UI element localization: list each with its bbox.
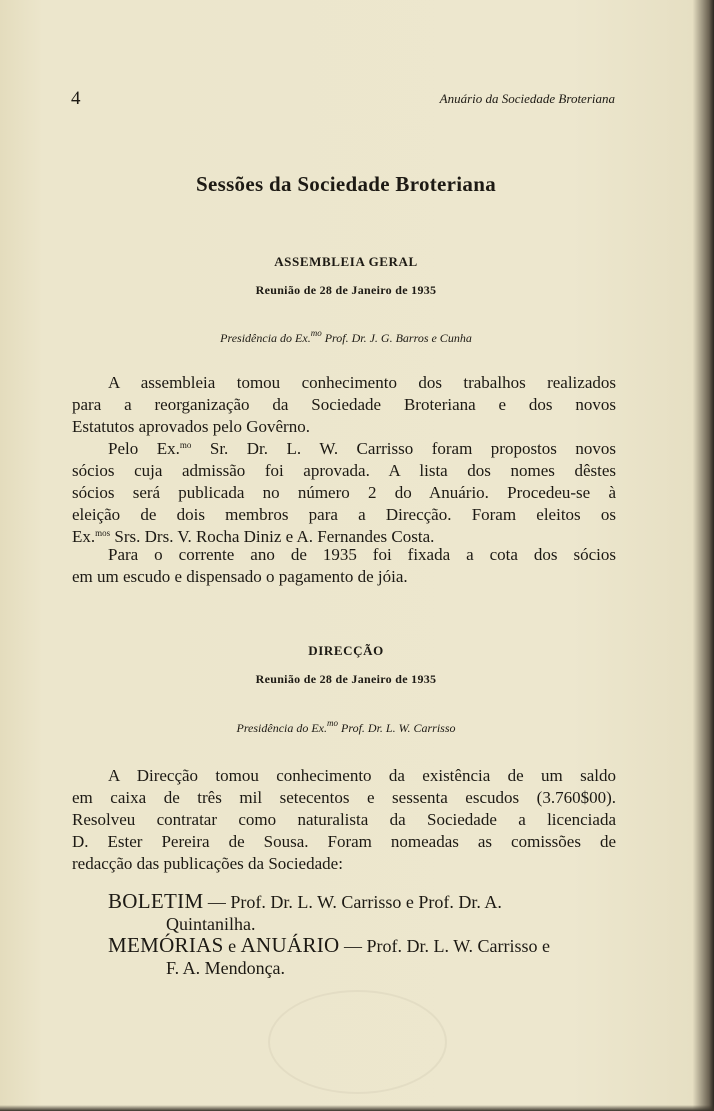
commission-name: MEMÓRIAS [108,933,224,957]
text-line: redacção das publicações da Sociedade: [72,854,343,873]
commission-line: MEMÓRIAS e ANUÁRIO — Prof. Dr. L. W. Carrisso e [108,933,551,957]
commission-name: ANUÁRIO [240,933,340,957]
commission-memorias-anuario [108,934,618,979]
presidency-direccao: Presidência do Ex.$^{mo}$ Prof. Dr. L. W. Carrisso [236,718,456,735]
text-line: Pelo Ex.$^{mo}$ Sr. Dr. L. W. Carrisso foram propostos novos [108,439,617,458]
section-heading-direccao: DIRECÇÃO [308,643,384,658]
text-line: Para o corrente ano de 1935 foi fixada a cota dos sócios [108,545,616,564]
meeting-date-assembleia: Reunião de 28 de Janeiro de 1935 [255,283,437,297]
page-edge [0,1105,714,1111]
paragraph-assembleia-2 [72,438,616,548]
text-line: para a reorganização da Sociedade Broteriana e dos novos [72,395,616,414]
presidency-assembleia: Presidência do Ex.$^{mo}$ Prof. Dr. J. G. Barros e Cunha [220,328,472,345]
commission-members-cont: F. A. Mendonça. [166,958,286,978]
commission-line: BOLETIM — Prof. Dr. L. W. Carrisso e Prof. Dr. A. [108,889,502,913]
text-line: eleição de dois membros para a Direcção. Foram eleitos os [72,505,616,524]
page-title: Sessões da Sociedade Broteriana [196,172,496,196]
text-line: em caixa de três mil setecentos e sessenta escudos (3.760$00). [72,788,616,807]
text-line: Ex.$^{mos}$ Srs. Drs. V. Rocha Diniz e A. Fernandes Costa. [72,527,435,546]
meeting-date-direccao: Reunião de 28 de Janeiro de 1935 [255,672,437,686]
commission-name: BOLETIM [108,889,204,913]
text-line: em um escudo e dispensado o pagamento de jóia. [72,567,408,586]
commission-boletim [108,890,618,935]
text-line: Estatutos aprovados pelo Govêrno. [72,417,310,436]
text-line: sócios cuja admissão foi aprovada. A lista dos nomes dêstes [72,461,616,480]
text-line: A Direcção tomou conhecimento da existência de um saldo [108,766,616,785]
text-line: sócios será publicada no número 2 do Anuário. Procedeu-se à [72,483,616,502]
page-number: 4 [71,88,81,109]
paragraph-assembleia-3 [72,544,616,588]
text-line: A assembleia tomou conhecimento dos trabalhos realizados [108,373,616,392]
text-line: Resolveu contratar como naturalista da Sociedade a licenciada [72,810,616,829]
faded-stamp [268,990,447,1094]
text-line: D. Ester Pereira de Sousa. Foram nomeadas as comissões de [72,832,616,851]
commission-members-cont: Quintanilha. [166,914,256,934]
running-title: Anuário da Sociedade Broteriana [439,91,615,106]
section-heading-assembleia: ASSEMBLEIA GERAL [274,254,418,269]
paragraph-direccao-1 [72,765,616,875]
paragraph-assembleia-1 [72,372,616,438]
